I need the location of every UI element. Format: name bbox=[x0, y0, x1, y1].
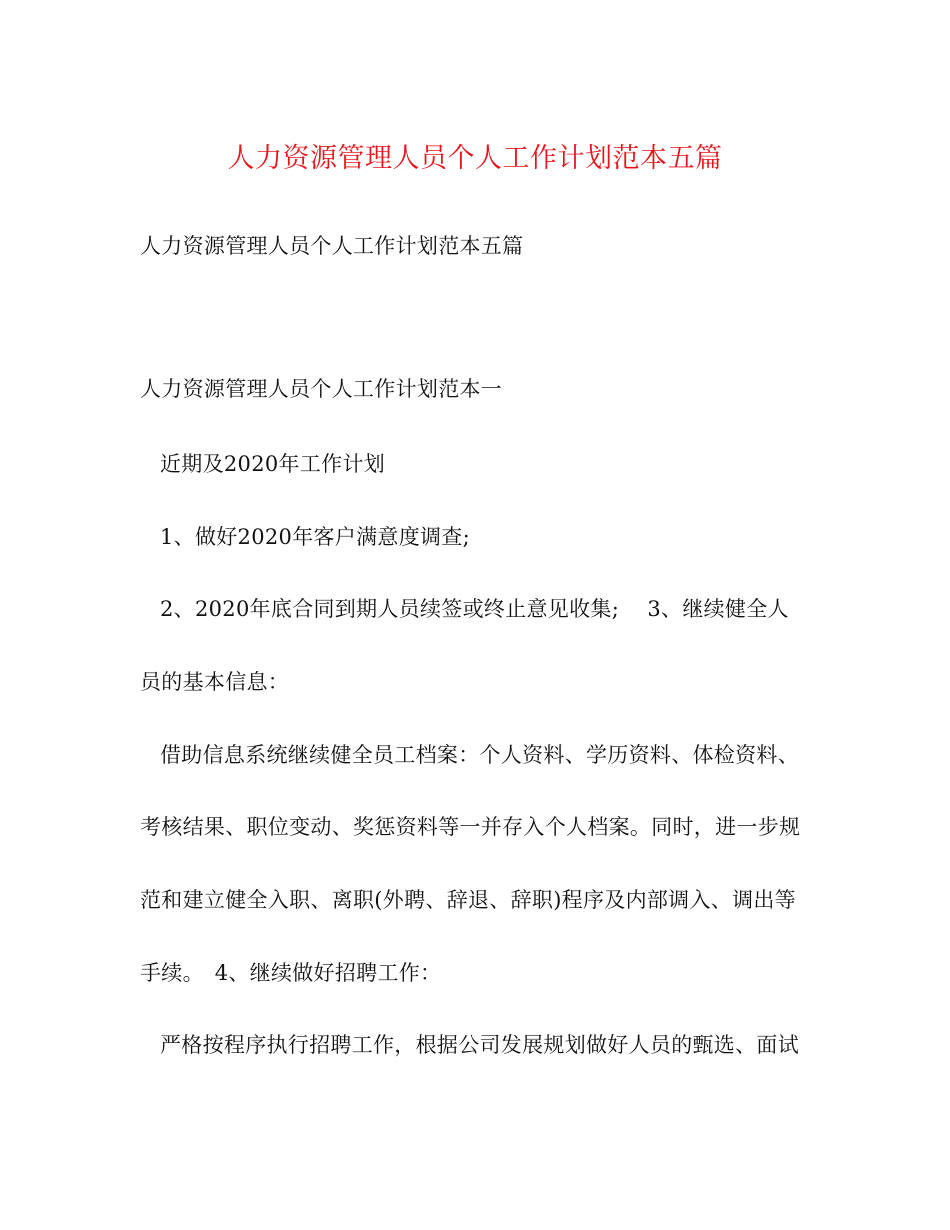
paragraph-line: 员的基本信息： bbox=[140, 670, 290, 694]
section-heading: 人力资源管理人员个人工作计划范本一 bbox=[140, 377, 503, 401]
paragraph-line: 1、做好2020年客户满意度调查; bbox=[160, 525, 470, 549]
document-title: 人力资源管理人员个人工作计划范本五篇 bbox=[227, 143, 723, 174]
paragraph-line: 2、2020年底合同到期人员续签或终止意见收集; 3、继续健全人 bbox=[160, 597, 789, 621]
paragraph-line: 近期及2020年工作计划 bbox=[160, 452, 386, 476]
paragraph-line: 考核结果、职位变动、奖惩资料等一并存入个人档案。同时，进一步规 bbox=[140, 815, 801, 839]
paragraph-line: 严格按程序执行招聘工作，根据公司发展规划做好人员的甄选、面试 bbox=[160, 1033, 799, 1057]
subtitle-line: 人力资源管理人员个人工作计划范本五篇 bbox=[140, 234, 524, 258]
paragraph-line: 范和建立健全入职、离职(外聘、辞退、辞职)程序及内部调入、调出等 bbox=[140, 888, 796, 912]
paragraph-line: 借助信息系统继续健全员工档案：个人资料、学历资料、体检资料、 bbox=[160, 743, 799, 767]
paragraph-line: 手续。 4、继续做好招聘工作： bbox=[140, 961, 442, 985]
